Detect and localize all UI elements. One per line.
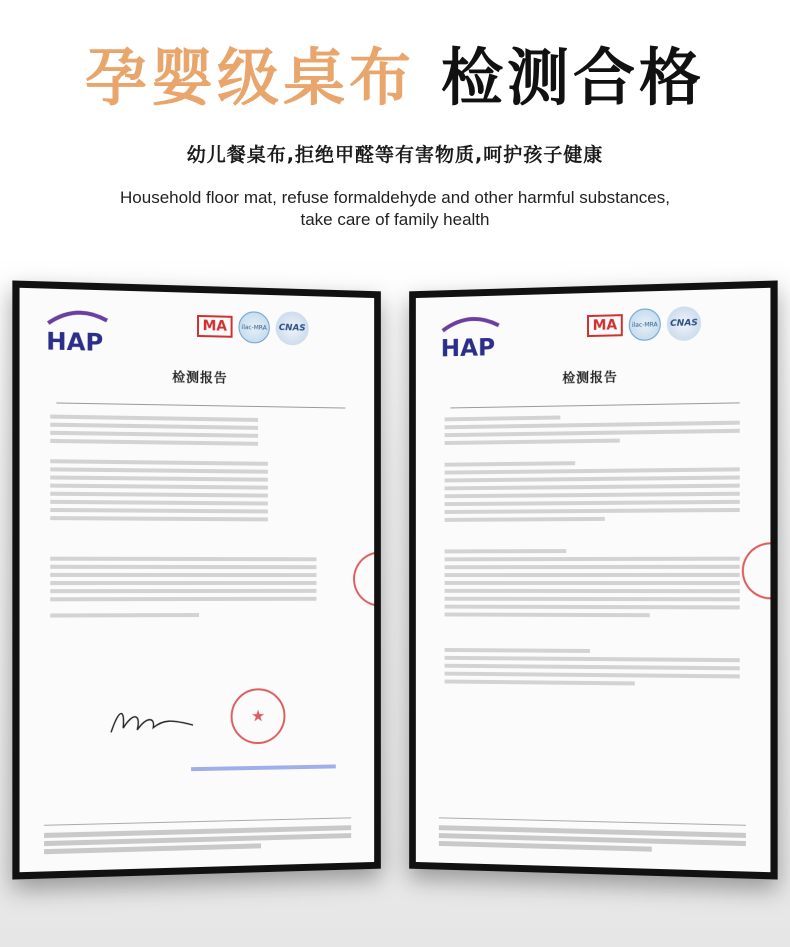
official-seal-icon	[231, 688, 286, 744]
divider	[450, 402, 739, 408]
certificate-page-right	[416, 288, 771, 872]
title-highlight: 孕婴级桌布	[84, 41, 415, 114]
signature-icon	[107, 703, 197, 740]
accreditation-marks	[197, 309, 349, 347]
divider	[56, 402, 345, 408]
sample-info-lines	[50, 455, 268, 525]
cnas-caption	[707, 322, 744, 323]
section-1-lines	[445, 408, 740, 448]
cma-mark-icon: MA	[197, 315, 233, 338]
section-4-lines	[445, 644, 740, 691]
title-main: 检测合格	[441, 41, 706, 114]
subtitle-english-line2: take care of family health	[300, 210, 490, 229]
subtitle-english-line1: Household floor mat, refuse formaldehyde and other harmful substances,	[120, 188, 670, 207]
test-basis-lines	[50, 553, 316, 606]
conclusion-line	[50, 609, 199, 622]
ilac-mra-icon: ilac-MRA	[238, 311, 269, 344]
hap-logo-text: HAP	[46, 327, 104, 356]
cnas-icon: CNAS	[667, 306, 701, 341]
certificate-frame-right	[409, 280, 778, 879]
cma-mark-icon: MA	[587, 314, 623, 337]
page-title	[0, 38, 790, 118]
report-footer	[439, 817, 746, 857]
section-2-lines	[445, 455, 740, 526]
subtitle-english	[0, 187, 790, 231]
certificate-frame-left	[12, 280, 381, 879]
hap-logo-icon	[437, 313, 505, 360]
subtitle-chinese: 幼儿餐桌布,拒绝甲醛等有害物质,呵护孩子健康	[186, 144, 604, 166]
report-title: 检测报告	[562, 370, 618, 387]
report-title: 检测报告	[172, 370, 228, 387]
client-info-lines	[50, 410, 258, 449]
section-3-lines	[445, 544, 740, 621]
certificate-page-left	[20, 288, 375, 872]
ilac-mra-icon: ilac-MRA	[629, 308, 661, 341]
cnas-caption	[315, 329, 350, 330]
cnas-icon: CNAS	[276, 311, 309, 346]
edge-seal-icon	[353, 551, 374, 606]
report-footer	[44, 817, 351, 857]
hap-logo-icon	[42, 307, 113, 355]
verification-line	[191, 761, 336, 776]
hap-logo-text: HAP	[440, 333, 496, 361]
edge-seal-icon	[742, 542, 771, 599]
accreditation-marks	[587, 305, 744, 343]
